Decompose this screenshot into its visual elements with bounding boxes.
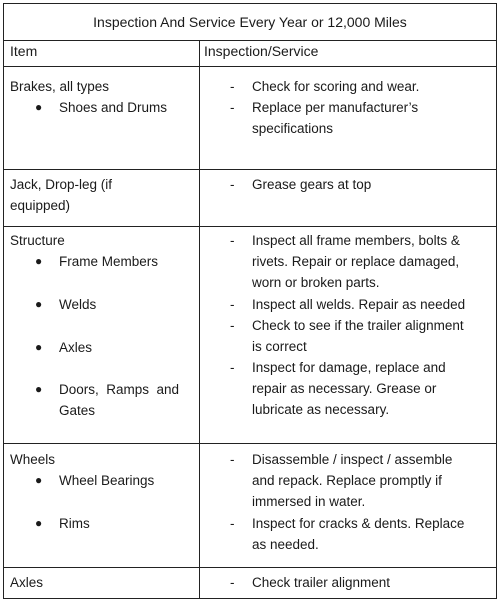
service-text: worn or broken parts. xyxy=(252,275,380,290)
item-label: Jack, Drop-leg (if xyxy=(10,177,113,192)
service-text: Inspect all welds. Repair as needed xyxy=(252,297,466,312)
divider xyxy=(4,169,496,170)
service-text: rivets. Repair or replace damaged, xyxy=(252,254,460,269)
subitem-label: Frame Members xyxy=(59,254,159,269)
divider xyxy=(4,226,496,227)
service-text: Inspect for damage, replace and xyxy=(252,360,446,375)
item-label: Structure xyxy=(10,233,65,248)
bullet: ● xyxy=(35,516,43,530)
subitem-label: Doors, Ramps and xyxy=(59,382,180,397)
service-text: repair as necessary. Grease or xyxy=(252,381,437,396)
divider xyxy=(4,567,496,568)
dash-marker: - xyxy=(230,79,235,94)
divider xyxy=(4,66,496,67)
service-text: Inspect for cracks & dents. Replace xyxy=(252,516,465,531)
dash-marker: - xyxy=(230,575,235,590)
divider xyxy=(4,443,496,444)
bullet: ● xyxy=(35,382,43,396)
table-title: Inspection And Service Every Year or 12,000 Miles xyxy=(93,14,407,30)
item-label: Axles xyxy=(10,575,44,590)
service-text: lubricate as necessary. xyxy=(252,402,390,417)
bullet: ● xyxy=(35,100,43,114)
service-text: and repack. Replace promptly if xyxy=(252,473,442,488)
service-text: Check for scoring and wear. xyxy=(252,79,420,94)
bullet: ● xyxy=(35,297,43,311)
dash-marker: - xyxy=(230,360,235,375)
service-text: Disassemble / inspect / assemble xyxy=(252,452,453,467)
item-label: Wheels xyxy=(10,452,56,467)
subitem-label: Axles xyxy=(59,340,93,355)
column-header-service: Inspection/Service xyxy=(204,43,319,59)
divider xyxy=(4,40,496,41)
subitem-label: Wheel Bearings xyxy=(59,473,155,488)
subitem-label: Gates xyxy=(59,403,96,418)
item-label: Brakes, all types xyxy=(10,79,110,94)
service-text: is correct xyxy=(252,339,307,354)
service-text: Grease gears at top xyxy=(252,177,372,192)
service-text: specifications xyxy=(252,121,334,136)
subitem-label: Rims xyxy=(59,516,90,531)
service-text: Check trailer alignment xyxy=(252,575,391,590)
service-text: Replace per manufacturer’s xyxy=(252,100,419,115)
dash-marker: - xyxy=(230,100,235,115)
service-text: as needed. xyxy=(252,537,319,552)
bullet: ● xyxy=(35,340,43,354)
service-text: Inspect all frame members, bolts & xyxy=(252,233,460,248)
service-text: immersed in water. xyxy=(252,494,366,509)
dash-marker: - xyxy=(230,516,235,531)
subitem-label: Shoes and Drums xyxy=(59,100,168,115)
bullet: ● xyxy=(35,473,43,487)
dash-marker: - xyxy=(230,452,235,467)
dash-marker: - xyxy=(230,297,235,312)
bullet: ● xyxy=(35,254,43,268)
dash-marker: - xyxy=(230,233,235,248)
item-label: equipped) xyxy=(10,198,71,213)
inspection-table xyxy=(3,3,497,599)
column-divider xyxy=(199,40,200,598)
column-header-item: Item xyxy=(10,43,38,59)
service-text: Check to see if the trailer alignment xyxy=(252,318,464,333)
dash-marker: - xyxy=(230,318,235,333)
dash-marker: - xyxy=(230,177,235,192)
subitem-label: Welds xyxy=(59,297,97,312)
